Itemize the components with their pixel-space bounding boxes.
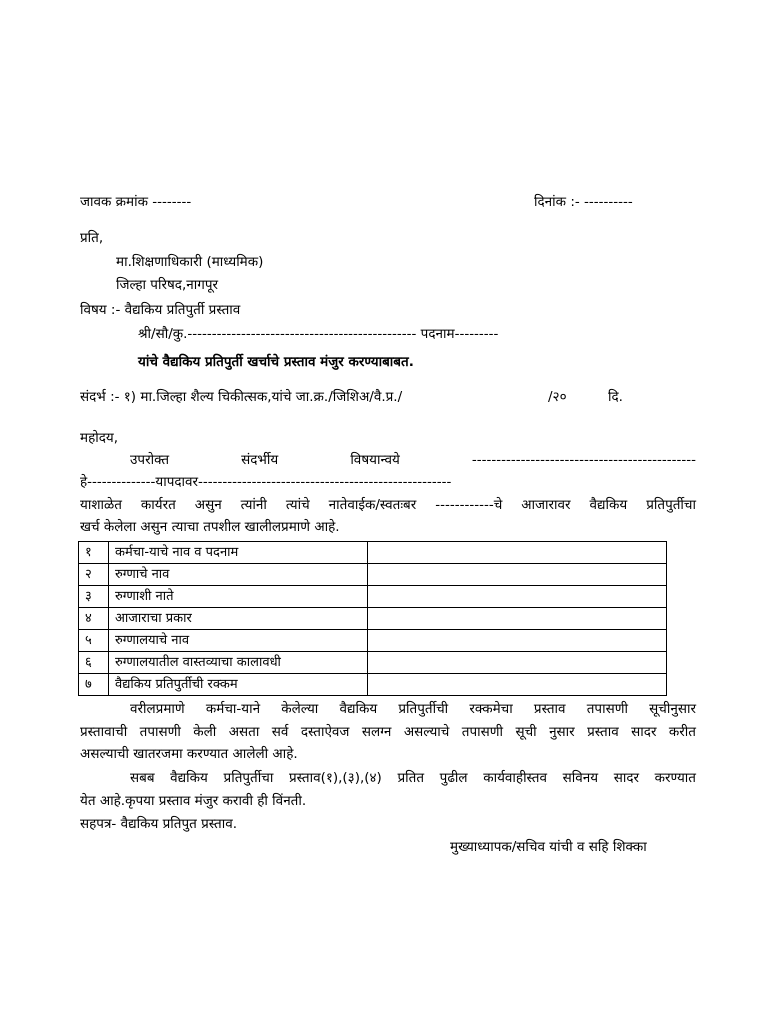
recipient-office: जिल्हा परिषद,नागपूर — [116, 277, 219, 293]
row-value — [368, 652, 667, 674]
table-row — [79, 630, 667, 652]
table-row — [79, 608, 667, 630]
signature-line: मुख्याध्यापक/सचिव यांची व सहि शिक्का — [450, 839, 647, 855]
row-label: रुग्णालयाचे नाव — [109, 630, 368, 652]
closing-p2-line-1: सबब वैद्यकिय प्रतिपुर्तीचा प्रस्ताव(१),(३),(४) प्रतित पुढील कार्यवाहीस्तव सविनय सादर करण्यात — [130, 770, 696, 786]
row-label: आजाराचा प्रकार — [109, 608, 368, 630]
closing-p1-line-1: वरीलप्रमाणे कर्मचा-याने केलेल्या वैद्यकिय प्रतिपुर्तीची रक्कमेचा प्रस्ताव तपासणी सूचीनुसार — [130, 701, 696, 717]
subject-name-designation: श्री/सौ/कु.----------------------------------------------- पदनाम--------- — [138, 326, 499, 342]
table-row — [79, 564, 667, 586]
enclosure: सहपत्र- वैद्यकिय प्रतिपुत प्रस्ताव. — [80, 816, 238, 832]
body-line-3: याशाळेत कार्यरत असुन त्यांनी त्यांचे नातेवाईक/स्वतःबर ------------चे आजारावर वैद्यकिय प्रतिपुर्तीचा — [80, 497, 696, 513]
row-value — [368, 564, 667, 586]
body-line-1: उपरोक्त संदर्भीय विषयान्वये ---------------------------------------------- — [130, 452, 696, 468]
details-table — [78, 541, 667, 696]
row-label: रुग्णालयातील वास्तव्याचा कालावधी — [109, 652, 368, 674]
row-value — [368, 586, 667, 608]
outward-number: जावक क्रमांक -------- — [80, 194, 192, 210]
row-label: कर्मचा-याचे नाव व पदनाम — [109, 542, 368, 564]
row-number: ६ — [79, 652, 109, 674]
recipient-officer: मा.शिक्षणाधिकारी (माध्यमिक) — [116, 254, 264, 270]
body-line-2: हे--------------यापदावर---------------------------------------------------- — [80, 474, 452, 490]
row-value — [368, 630, 667, 652]
reference-day: दि. — [608, 389, 623, 405]
row-number: ७ — [79, 674, 109, 696]
closing-p1-line-2: प्रस्तावाची तपासणी केली असता सर्व दस्ताऐवज सलग्न असल्याचे तपासणी सूची नुसार प्रस्ताव सादर करीत — [80, 724, 696, 740]
row-number: ४ — [79, 608, 109, 630]
row-number: ५ — [79, 630, 109, 652]
table-row — [79, 652, 667, 674]
row-number: १ — [79, 542, 109, 564]
row-value — [368, 674, 667, 696]
body-line-4: खर्च केलेला असुन त्याचा तपशील खालीलप्रमाणे आहे. — [80, 519, 340, 535]
salutation: महोदय, — [80, 430, 119, 446]
row-label: वैद्यकिय प्रतिपुर्तीची रक्कम — [109, 674, 368, 696]
table-row — [79, 586, 667, 608]
date-field: दिनांक :- ---------- — [534, 194, 633, 210]
closing-p1-line-3: असल्याची खातरजमा करण्यात आलेली आहे. — [80, 746, 298, 762]
row-number: २ — [79, 564, 109, 586]
closing-p2-line-2: येत आहे.कृपया प्रस्ताव मंजुर करावी ही विंनती. — [80, 793, 307, 809]
row-value — [368, 608, 667, 630]
table-row — [79, 542, 667, 564]
reference-text: संदर्भ :- १) मा.जिल्हा शैल्य चिकीत्सक,यांचे जा.क्र./जिशिअ/वै.प्र./ — [80, 389, 403, 405]
recipient-to: प्रति, — [80, 230, 104, 246]
subject-purpose: यांचे वैद्यकिय प्रतिपुर्ती खर्चाचे प्रस्ताव मंजुर करण्याबाबत. — [138, 354, 414, 370]
row-number: ३ — [79, 586, 109, 608]
row-label: रुग्णाशी नाते — [109, 586, 368, 608]
table-row — [79, 674, 667, 696]
subject-line: विषय :- वैद्यकिय प्रतिपुर्ती प्रस्ताव — [80, 302, 241, 318]
row-value — [368, 542, 667, 564]
row-label: रुग्णाचे नाव — [109, 564, 368, 586]
reference-year: /२० — [548, 389, 567, 405]
